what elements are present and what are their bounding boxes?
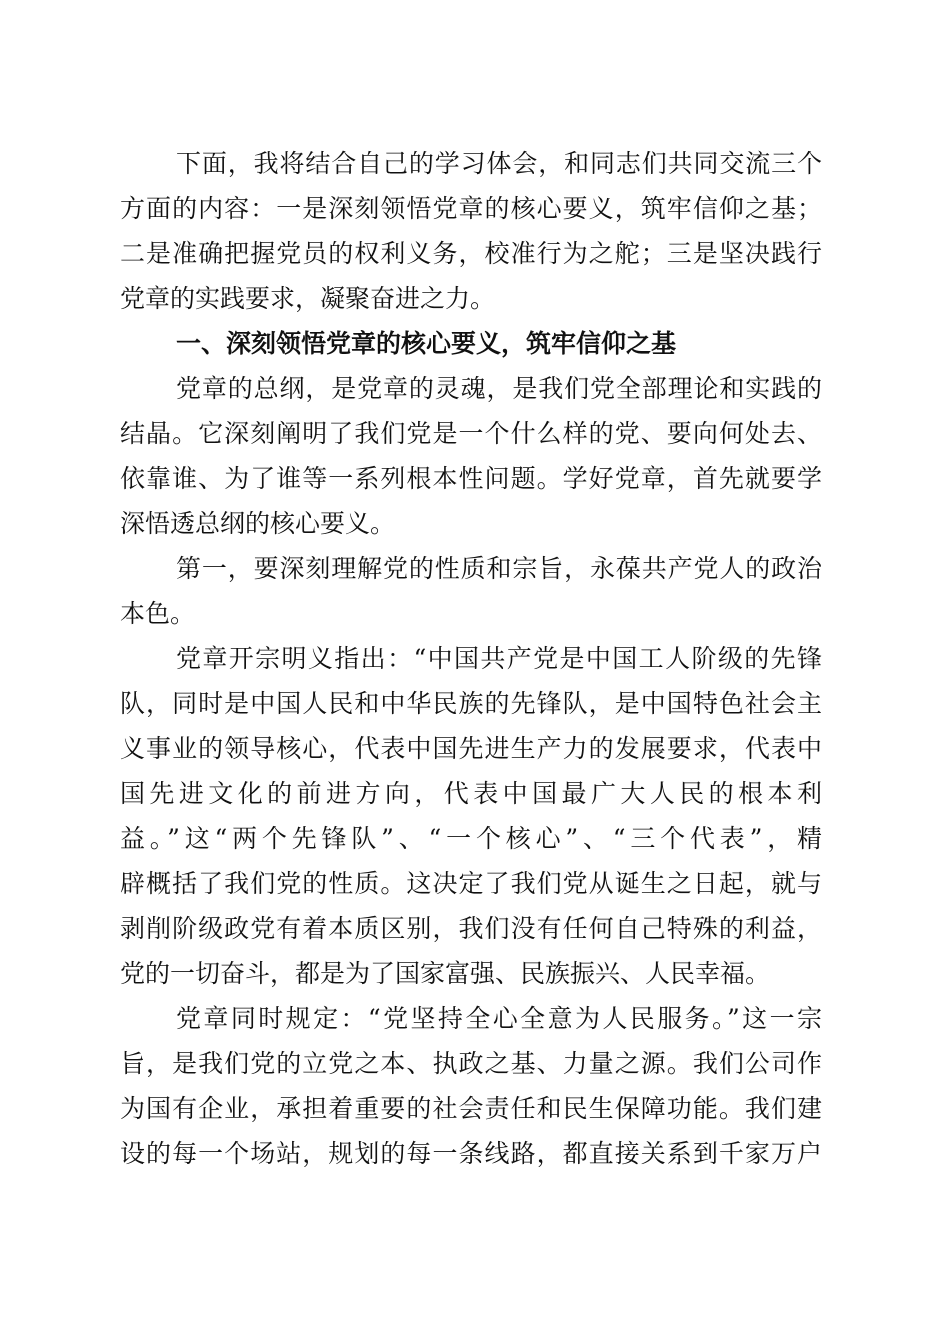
- text-line: 党章开宗明义指出：“中国共产党是中国工人阶级的先锋: [176, 644, 822, 673]
- text-line: 下面，我将结合自己的学习体会，和同志们共同交流三个: [176, 149, 822, 178]
- text-line: 为国有企业，承担着重要的社会责任和民生保障功能。我们建: [120, 1094, 822, 1123]
- text-line: 党章的总纲，是党章的灵魂，是我们党全部理论和实践的: [176, 374, 822, 403]
- paragraph: [120, 636, 822, 996]
- section-heading: [120, 321, 822, 366]
- text-line: 第一，要深刻理解党的性质和宗旨，永葆共产党人的政治: [176, 554, 822, 583]
- text-line: 益。”这“两个先锋队”、“一个核心”、“三个代表”，精: [120, 824, 822, 853]
- text-line: 设的每一个场站，规划的每一条线路，都直接关系到千家万户: [120, 1139, 822, 1168]
- text-line: 二是准确把握党员的权利义务，校准行为之舵；三是坚决践行: [120, 239, 822, 268]
- text-line: 队，同时是中国人民和中华民族的先锋队，是中国特色社会主: [120, 689, 822, 718]
- text-line: 本色。: [120, 599, 196, 628]
- text-line: 依靠谁、为了谁等一系列根本性问题。学好党章，首先就要学: [120, 464, 822, 493]
- text-line: 旨，是我们党的立党之本、执政之基、力量之源。我们公司作: [120, 1049, 822, 1078]
- text-line: 党章同时规定：“党坚持全心全意为人民服务。”这一宗: [176, 1004, 822, 1033]
- document-page: [120, 141, 822, 1176]
- paragraph: [120, 366, 822, 546]
- text-line: 一、深刻领悟党章的核心要义，筑牢信仰之基: [176, 329, 677, 358]
- text-line: 深悟透总纲的核心要义。: [120, 509, 396, 538]
- text-line: 党章的实践要求，凝聚奋进之力。: [120, 284, 496, 313]
- text-line: 党的一切奋斗，都是为了国家富强、民族振兴、人民幸福。: [120, 959, 771, 988]
- text-line: 辟概括了我们党的性质。这决定了我们党从诞生之日起，就与: [120, 869, 822, 898]
- text-line: 国先进文化的前进方向，代表中国最广大人民的根本利: [120, 779, 822, 808]
- paragraph: [120, 141, 822, 321]
- text-line: 方面的内容：一是深刻领悟党章的核心要义，筑牢信仰之基；: [120, 194, 822, 223]
- paragraph: [120, 996, 822, 1176]
- text-line: 剥削阶级政党有着本质区别，我们没有任何自己特殊的利益，: [120, 914, 822, 943]
- text-line: 义事业的领导核心，代表中国先进生产力的发展要求，代表中: [120, 734, 822, 763]
- paragraph: [120, 546, 822, 636]
- text-line: 结晶。它深刻阐明了我们党是一个什么样的党、要向何处去、: [120, 419, 822, 448]
